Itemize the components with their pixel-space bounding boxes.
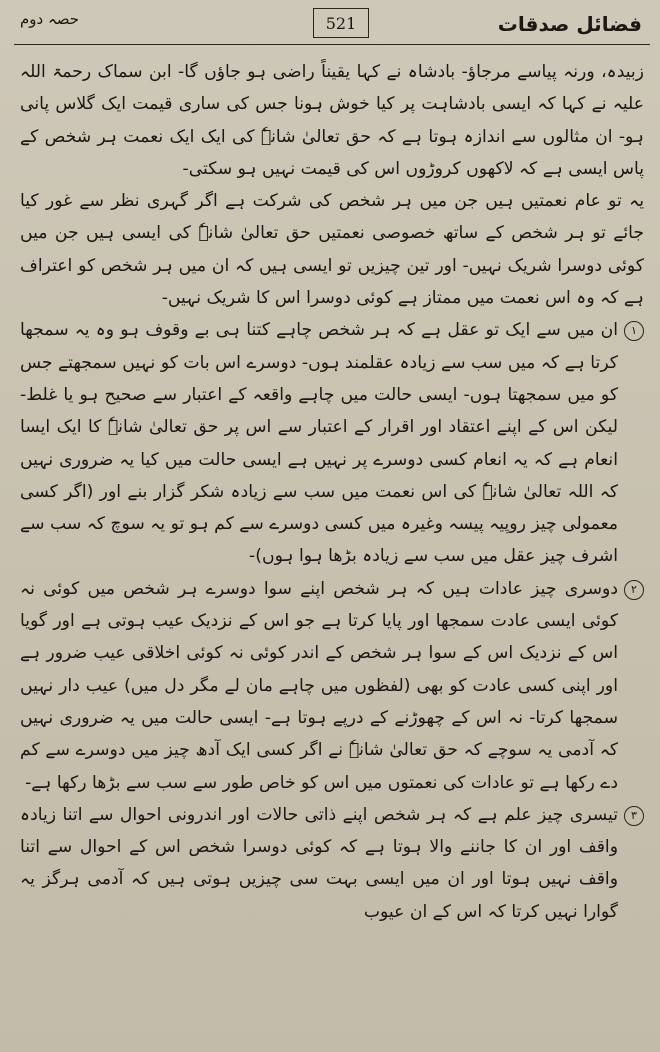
list-item-2 xyxy=(20,573,644,799)
list-item-text: تیسری چیز علم ہے کہ ہر شخص اپنے ذاتی حالات اور اندرونی احوال سے اتنا زیادہ واقف اور ان کا جاننے والا ہوتا ہے کہ کوئی دوسرا شخص اس کے احوال سے اتنا واقف نہیں ہوتا اور ان میں ایسی بہت سی چیزیں ہوتی ہیں کہ آدمی ہرگز یہ گوارا نہیں کرتا کہ اس کے ان عیوب xyxy=(20,804,618,922)
item-number-circle: ۱ xyxy=(624,321,644,341)
paragraph-2: یہ تو عام نعمتیں ہیں جن میں ہر شخص کی شرکت ہے اگر گہری نظر سے غور کیا جائے تو ہر شخص کے ساتھ خصوصی نعمتیں حق تعالیٰ شانہٗ کی ایسی ہیں جن میں کوئی دوسرا شریک نہیں- اور تین چیزیں تو ایسی ہیں کہ ان میں ہر شخص کو اعتراف ہے کہ وہ اس نعمت میں ممتاز ہے کوئی دوسرا اس کا شریک نہیں- xyxy=(20,191,644,309)
list-item-text: دوسری چیز عادات ہیں کہ ہر شخص اپنے سوا دوسرے ہر شخص میں کوئی نہ کوئی ایسی عادت سمجھا اور پایا کرتا ہے جو اس کے نزدیک عیب ہوتی ہے اور گویا اس کے نزدیک اس کے سوا ہر شخص کے اندر کوئی نہ کوئی اخلاقی عیب ضرور ہے اور اپنی کسی عادت کو بھی (لفظوں میں چاہے مان لے مگر دل میں) عیب دار نہیں سمجھا کرتا- نہ اس کے چھوڑنے کے درپے ہوتا ہے- ایسی حالت میں یہ ضروری نہیں کہ آدمی یہ سوچے کہ حق تعالیٰ شانہٗ نے اگر کسی ایک آدھ چیز میں دوسرے سے کم دے رکھا ہے تو عادات کی نعمتوں میں اس کو خاص طور سے سب سے بڑھا رکھا ہے- xyxy=(20,578,618,793)
item-number-circle: ۳ xyxy=(624,806,644,826)
paragraph-1: زبیدہ، ورنہ پیاسے مرجاؤ- بادشاہ نے کہا یقیناً راضی ہو جاؤں گا- ابن سماک رحمۃ اللہ علیہ نے کہا کہ ایسی بادشاہت پر کیا خوش ہونا جس کی ساری قیمت ایک گلاس پانی ہو- ان مثالوں سے اندازہ ہوتا ہے کہ حق تعالیٰ شانہٗ کی ایک ایک نعمت ہر شخص کے پاس ایسی ہے کہ لاکھوں کروڑوں اس کی قیمت نہیں ہو سکتی- xyxy=(20,62,644,179)
list-item-3 xyxy=(20,799,644,928)
list-item-1 xyxy=(20,314,644,572)
page-header xyxy=(0,0,660,60)
item-number-circle: ۲ xyxy=(624,580,644,600)
header-divider xyxy=(14,44,650,45)
section-label: حصہ دوم xyxy=(20,10,80,28)
list-item-text: ان میں سے ایک تو عقل ہے کہ ہر شخص چاہے کتنا ہی بے وقوف ہو وہ یہ سمجھا کرتا ہے کہ میں سب سے زیادہ عقلمند ہوں- دوسرے اس بات کو نہیں سمجھتے جس کو میں سمجھتا ہوں- ایسی حالت میں چاہے واقعہ کے اعتبار سے صحیح ہو یا غلط- لیکن اس کے اپنے اعتقاد اور اقرار کے اعتبار سے اس پر حق تعالیٰ شانہٗ کا ایک ایسا انعام ہے کہ یہ انعام کسی دوسرے پر نہیں ہے ایسی حالت میں کیا یہ ضروری نہیں کہ اللہ تعالیٰ شانہٗ کی اس نعمت میں سب سے زیادہ شکر گزار بنے اور (اگر کسی معمولی چیز روپیہ پیسہ وغیرہ میں کسی دوسرے سے کم ہو تو یہ سوچ کہ سب سے اشرف چیز عقل میں سب سے زیادہ بڑھا ہوا ہوں)- xyxy=(20,320,618,567)
page-body xyxy=(20,56,644,928)
page-number-box xyxy=(313,8,369,38)
book-title: فضائل صدقات xyxy=(497,12,642,36)
page-number: 521 xyxy=(325,13,357,33)
